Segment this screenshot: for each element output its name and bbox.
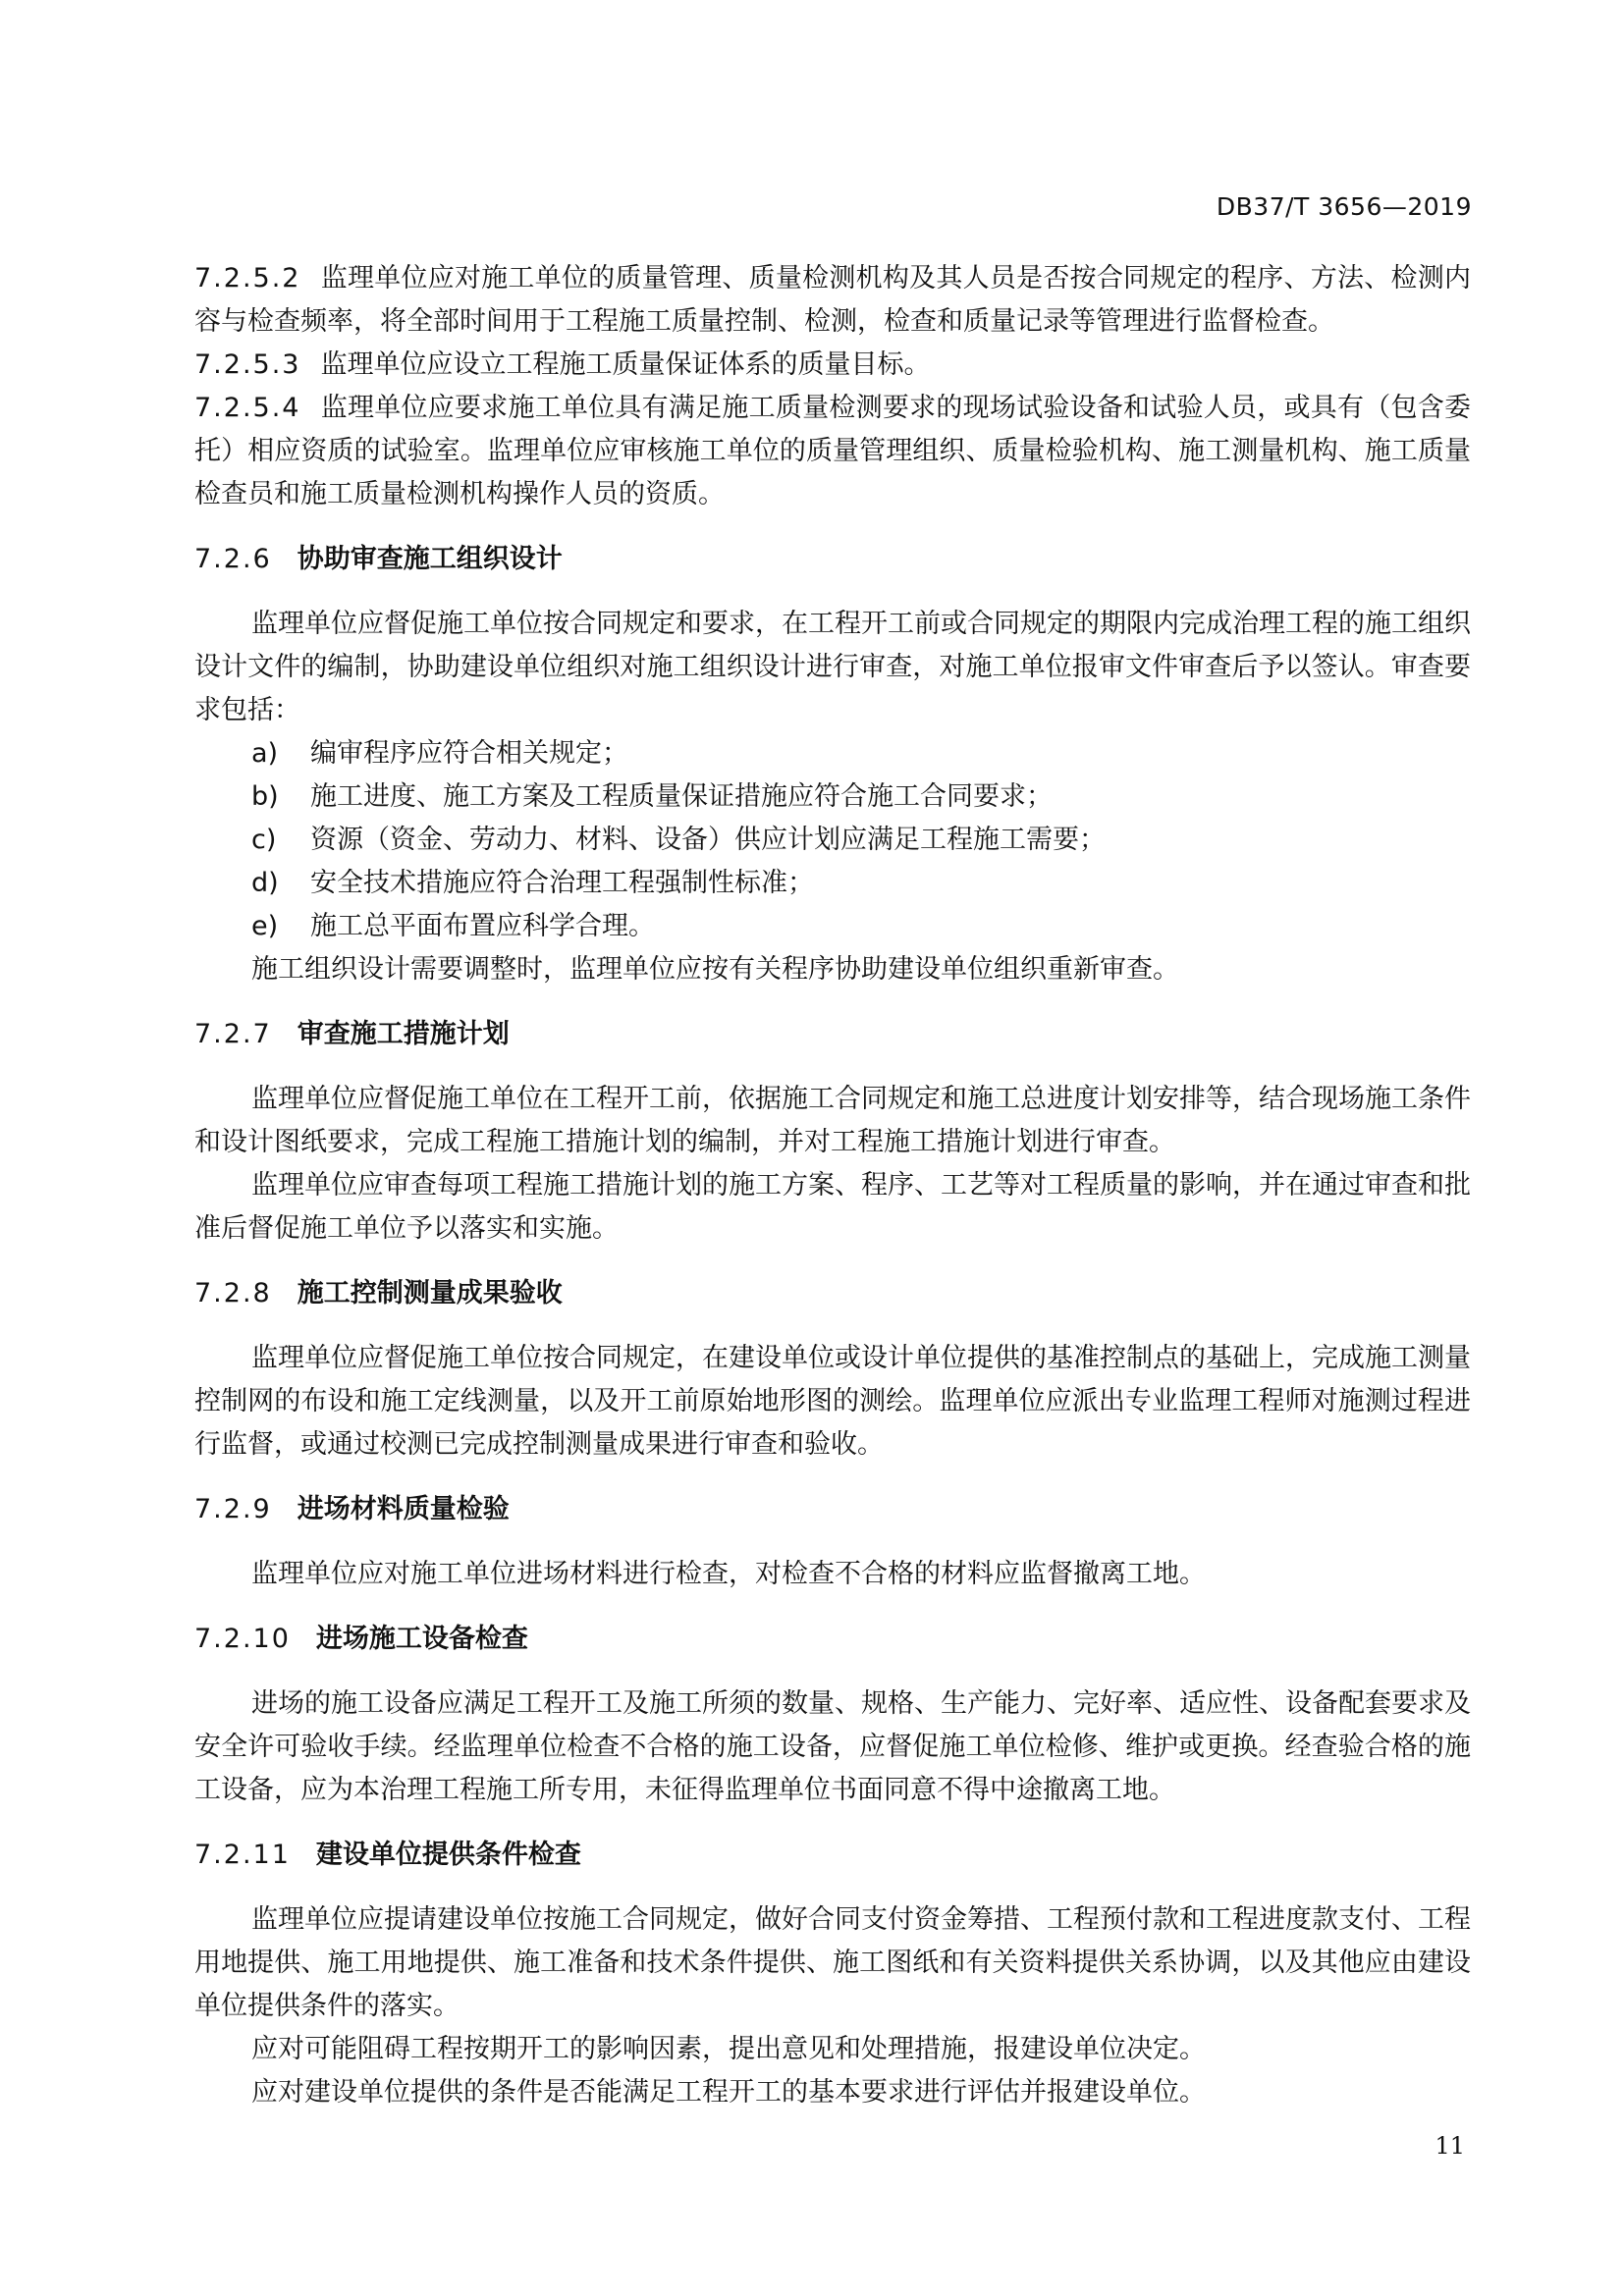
section-paragraph: 监理单位应审查每项工程施工措施计划的施工方案、程序、工艺等对工程质量的影响，并在通过审查和批准后督促施工单位予以落实和实施。: [194, 1170, 1471, 1244]
section-paragraph: 监理单位应督促施工单位在工程开工前，依据施工合同规定和施工总进度计划安排等，结合现场施工条件和设计图纸要求，完成工程施工措施计划的编制，并对工程施工措施计划进行审查。: [194, 1084, 1471, 1157]
section-heading-7-2-11: [194, 1834, 1471, 1877]
section-heading-7-2-9: [194, 1488, 1471, 1531]
clause-7-2-5-3: [194, 344, 1471, 387]
list-marker: a): [251, 738, 279, 769]
list-marker: b): [251, 781, 279, 812]
list-marker: e): [251, 911, 279, 941]
clause-7-2-5-4: [194, 387, 1471, 516]
list-item-text: 安全技术措施应符合治理工程强制性标准；: [310, 868, 814, 898]
section-number: 7.2.6: [194, 544, 272, 574]
document-code: DB37/T 3656—2019: [1216, 192, 1472, 221]
section-heading-7-2-6: [194, 538, 1471, 581]
list-item-text: 施工总平面布置应科学合理。: [310, 911, 655, 941]
section-paragraph: 监理单位应督促施工单位按合同规定和要求，在工程开工前或合同规定的期限内完成治理工程的施工组织设计文件的编制，协助建设单位组织对施工组织设计进行审查，对施工单位报审文件审查后予以签认。审查要求包括：: [194, 609, 1471, 725]
list-marker: c): [251, 825, 277, 855]
section-title: 施工控制测量成果验收: [297, 1278, 563, 1308]
section-number: 7.2.8: [194, 1278, 272, 1308]
clause-number: 7.2.5.3: [194, 349, 301, 380]
section-number: 7.2.7: [194, 1019, 272, 1049]
section-heading-7-2-7: [194, 1013, 1471, 1056]
section-heading-7-2-8: [194, 1272, 1471, 1315]
clause-text: 监理单位应要求施工单位具有满足施工质量检测要求的现场试验设备和试验人员，或具有（包含委托）相应资质的试验室。监理单位应审核施工单位的质量管理组织、质量检验机构、施工测量机构、施工质量检查员和施工质量检测机构操作人员的资质。: [194, 393, 1471, 509]
section-paragraph: 应对建设单位提供的条件是否能满足工程开工的基本要求进行评估并报建设单位。: [251, 2077, 1206, 2108]
clause-text: 监理单位应对施工单位的质量管理、质量检测机构及其人员是否按合同规定的程序、方法、检测内容与检查频率，将全部时间用于工程施工质量控制、检测，检查和质量记录等管理进行监督检查。: [194, 263, 1471, 337]
list-marker: d): [251, 868, 279, 898]
list-item-text: 施工进度、施工方案及工程质量保证措施应符合施工合同要求；: [310, 781, 1053, 812]
clause-number: 7.2.5.2: [194, 263, 301, 294]
section-number: 7.2.10: [194, 1624, 291, 1654]
list-item: [194, 775, 1471, 819]
section-number: 7.2.11: [194, 1840, 291, 1870]
section-title: 审查施工措施计划: [297, 1019, 510, 1049]
list-item: [194, 905, 1471, 948]
section-paragraph: 监理单位应提请建设单位按施工合同规定，做好合同支付资金筹措、工程预付款和工程进度款支付、工程用地提供、施工用地提供、施工准备和技术条件提供、施工图纸和有关资料提供关系协调，以及其他应由建设单位提供条件的落实。: [194, 1904, 1471, 2021]
list-item: [194, 732, 1471, 775]
list-item: [194, 819, 1471, 862]
requirements-list: [194, 732, 1471, 948]
page-content: [194, 257, 1471, 2114]
clause-text: 监理单位应设立工程施工质量保证体系的质量目标。: [320, 349, 931, 380]
page-number: 11: [1435, 2132, 1465, 2160]
section-title: 协助审查施工组织设计: [297, 544, 563, 574]
clause-7-2-5-2: [194, 257, 1471, 344]
section-paragraph: 进场的施工设备应满足工程开工及施工所须的数量、规格、生产能力、完好率、适应性、设备配套要求及安全许可验收手续。经监理单位检查不合格的施工设备，应督促施工单位检修、维护或更换。经查验合格的施工设备，应为本治理工程施工所专用，未征得监理单位书面同意不得中途撤离工地。: [194, 1688, 1471, 1805]
section-paragraph: 监理单位应督促施工单位按合同规定，在建设单位或设计单位提供的基准控制点的基础上，完成施工测量控制网的布设和施工定线测量，以及开工前原始地形图的测绘。监理单位应派出专业监理工程师对施测过程进行监督，或通过校测已完成控制测量成果进行审查和验收。: [194, 1343, 1471, 1460]
list-item-text: 资源（资金、劳动力、材料、设备）供应计划应满足工程施工需要；: [310, 825, 1106, 855]
section-title: 进场材料质量检验: [297, 1494, 510, 1524]
list-item-text: 编审程序应符合相关规定；: [310, 738, 628, 769]
section-title: 建设单位提供条件检查: [315, 1840, 581, 1870]
section-heading-7-2-10: [194, 1618, 1471, 1661]
section-number: 7.2.9: [194, 1494, 272, 1524]
list-item: [194, 862, 1471, 905]
section-paragraph: 监理单位应对施工单位进场材料进行检查，对检查不合格的材料应监督撤离工地。: [251, 1559, 1206, 1589]
section-paragraph: 应对可能阻碍工程按期开工的影响因素，提出意见和处理措施，报建设单位决定。: [251, 2034, 1206, 2064]
section-title: 进场施工设备检查: [315, 1624, 528, 1654]
section-paragraph: 施工组织设计需要调整时，监理单位应按有关程序协助建设单位组织重新审查。: [251, 954, 1179, 985]
clause-number: 7.2.5.4: [194, 393, 301, 423]
